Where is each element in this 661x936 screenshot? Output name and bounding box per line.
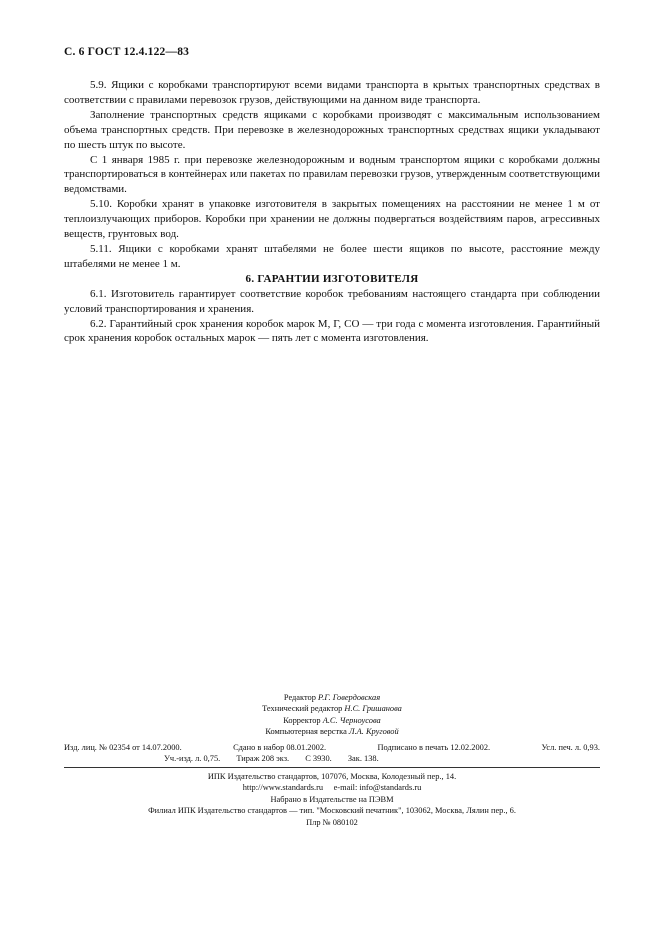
print-sheets: Усл. печ. л. 0,93. bbox=[541, 743, 600, 752]
paragraph-6-1: 6.1. Изготовитель гарантирует соответствие коробок требованиям настоящего стандарта при соблюдении условий транспортирования и хранения. bbox=[64, 287, 600, 315]
plr-number: Плр № 080102 bbox=[306, 817, 358, 827]
printing-house: Филиал ИПК Издательство стандартов — тип. "Московский печатник", 103062, Москва, Лялин пер., 6. bbox=[148, 806, 516, 816]
order-number: Зак. 138. bbox=[347, 754, 379, 764]
publisher-sheets: Уч.-изд. л. 0,75. bbox=[164, 754, 221, 764]
staff-layout bbox=[64, 726, 600, 737]
paragraph-5-10: 5.10. Коробки хранят в упаковке изготовителя в закрытых помещениях на расстоянии не менее 1 м от теплоизлучающих приборов. Коробки при хранении не должны подвергаться воздействиям паров, агрессивных веществ, грунтовых вод. bbox=[64, 198, 600, 241]
print-run: Тираж 208 экз. bbox=[236, 754, 290, 764]
staff-role: Технический редактор bbox=[262, 704, 343, 714]
staff-role: Корректор bbox=[283, 715, 321, 725]
staff-tech-editor bbox=[64, 703, 600, 714]
staff-editor bbox=[64, 692, 600, 703]
paragraph-5-9-fill: Заполнение транспортных средств ящиками с коробками производят с максимальным использованием объема транспортных средств. При перевозке в железнодорожных транспортных средствах ящики укладывают по шесть штук по высоте. bbox=[64, 108, 600, 151]
colophon-staff bbox=[64, 692, 600, 738]
staff-name: А.С. Черноусова bbox=[322, 715, 381, 725]
colophon-divider bbox=[64, 767, 600, 768]
paragraph-5-11: 5.11. Ящики с коробками хранят штабелями не более шести ящиков по высоте, расстояние между штабелями не менее 1 м. bbox=[64, 242, 600, 270]
document-body bbox=[64, 78, 600, 346]
signed-date: Подписано в печать 12.02.2002. bbox=[377, 743, 491, 752]
staff-name: Н.С. Гришанова bbox=[344, 704, 402, 714]
print-info-row2 bbox=[64, 753, 600, 764]
typeset-date: Сдано в набор 08.01.2002. bbox=[233, 743, 327, 752]
publisher-address: ИПК Издательство стандартов, 107076, Москва, Колодезный пер., 14. bbox=[207, 772, 457, 781]
typeset-note: Набрано в Издательстве на ПЭВМ bbox=[270, 794, 394, 804]
publisher-info bbox=[64, 771, 600, 828]
publisher-web: http://www.standards.ru e-mail: info@standards.ru bbox=[242, 783, 422, 793]
print-code: С 3930. bbox=[305, 754, 332, 764]
staff-corrector bbox=[64, 715, 600, 726]
staff-name: Р.Г. Говердовская bbox=[318, 693, 381, 702]
paragraph-5-9: 5.9. Ящики с коробками транспортируют всеми видами транспорта в крытых транспортных средствах в соответствии с правилами перевозок грузов, действующими на данном виде транспорта. bbox=[64, 79, 600, 106]
print-info bbox=[64, 742, 600, 765]
staff-role: Компьютерная верстка bbox=[265, 727, 347, 737]
page-header: С. 6 ГОСТ 12.4.122—83 bbox=[64, 46, 190, 58]
paragraph-6-2: 6.2. Гарантийный срок хранения коробок марок М, Г, СО — три года с момента изготовления. Гарантийный срок хранения коробок остальных марок — пять лет с момента изготовления. bbox=[64, 317, 600, 345]
staff-role: Редактор bbox=[283, 693, 316, 702]
section-title: 6. ГАРАНТИИ ИЗГОТОВИТЕЛЯ bbox=[245, 272, 419, 285]
license-number: Изд. лиц. № 02354 от 14.07.2000. bbox=[64, 743, 182, 752]
paragraph-5-9-1985: С 1 января 1985 г. при перевозке железнодорожным и водным транспортом ящики с коробками должны транспортироваться в контейнерах или пакетах по правилам перевозки грузов, утвержденным соответствующими ведомствами. bbox=[64, 153, 600, 196]
staff-name: Л.А. Круговой bbox=[348, 727, 399, 737]
print-info-row1 bbox=[64, 742, 600, 753]
